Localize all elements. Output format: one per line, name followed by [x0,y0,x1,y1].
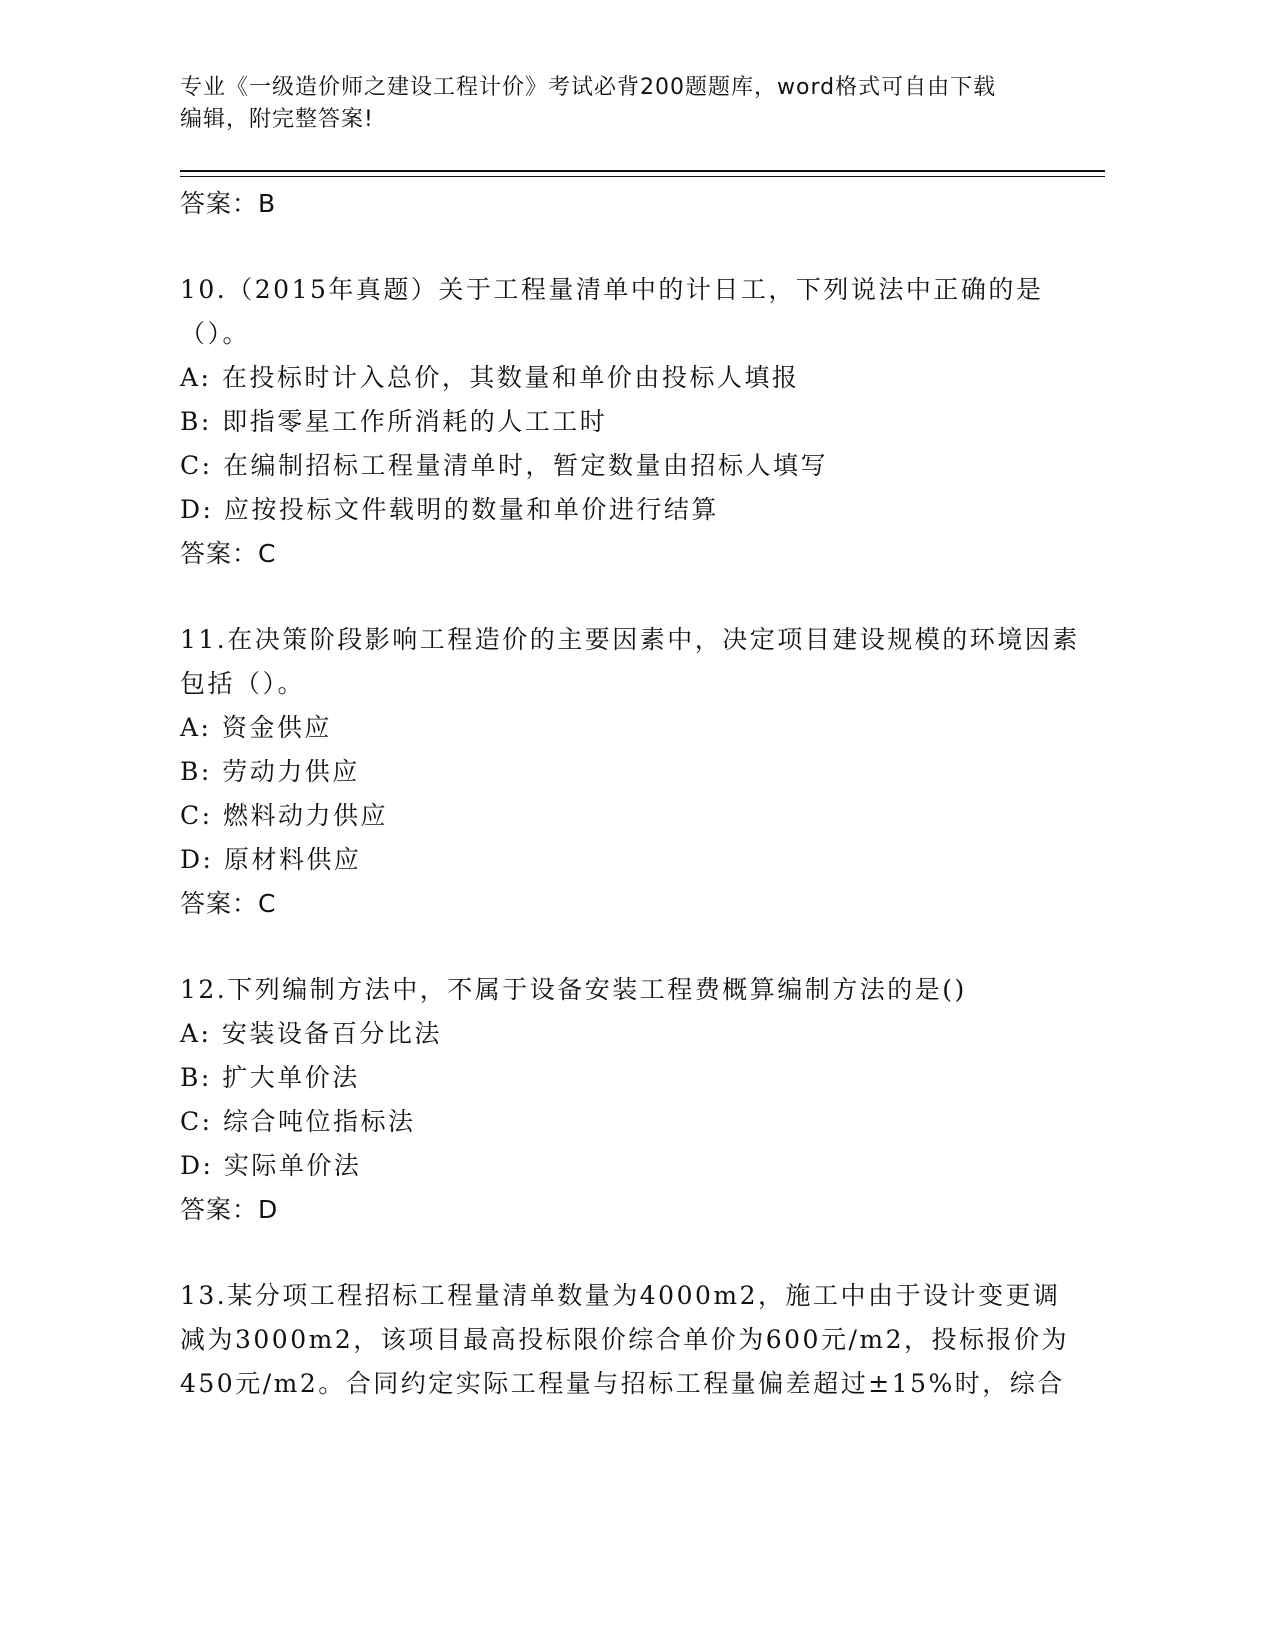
question-answer: 答案：C [180,539,277,568]
question-answer: 答案：C [180,889,277,918]
option-d: D: 实际单价法 [180,1151,362,1180]
document-body [180,182,1080,1406]
header-line-2: 编辑，附完整答案! [180,107,374,132]
question-answer: 答案：D [180,1195,279,1224]
question-11 [180,618,1080,926]
option-d: D: 原材料供应 [180,845,362,874]
option-b: B: 即指零星工作所消耗的人工工时 [180,407,608,436]
option-c: C: 燃料动力供应 [180,801,388,830]
option-a: A: 安装设备百分比法 [180,1019,442,1048]
question-stem: 12.下列编制方法中，不属于设备安装工程费概算编制方法的是() [180,975,967,1004]
option-a: A: 资金供应 [180,713,332,742]
question-stem: 10.（2015年真题）关于工程量清单中的计日工，下列说法中正确的是（）。 [180,275,1044,348]
question-12 [180,968,1080,1232]
option-c: C: 综合吨位指标法 [180,1107,416,1136]
option-d: D: 应按投标文件载明的数量和单价进行结算 [180,495,719,524]
option-b: B: 劳动力供应 [180,757,360,786]
header-line-1: 专业《一级造价师之建设工程计价》考试必背200题题库，word格式可自由下载 [180,75,997,100]
header-divider-thick [180,170,1105,172]
option-a: A: 在投标时计入总价，其数量和单价由投标人填报 [180,363,800,392]
question-stem: 11.在决策阶段影响工程造价的主要因素中，决定项目建设规模的环境因素包括（）。 [180,625,1080,698]
question-13 [180,1274,1080,1406]
option-c: C: 在编制招标工程量清单时，暂定数量由招标人填写 [180,451,829,480]
header-divider-thin [180,176,1105,177]
previous-answer: 答案：B [180,189,277,218]
question-10 [180,268,1080,576]
option-b: B: 扩大单价法 [180,1063,360,1092]
question-stem: 13.某分项工程招标工程量清单数量为4000m2，施工中由于设计变更调减为3000m2，该项目最高投标限价综合单价为600元/m2，投标报价为450元/m2。合同约定实际工程量与招标工程量偏差超过±15%时，综合 [180,1281,1069,1398]
document-header [180,72,1060,136]
